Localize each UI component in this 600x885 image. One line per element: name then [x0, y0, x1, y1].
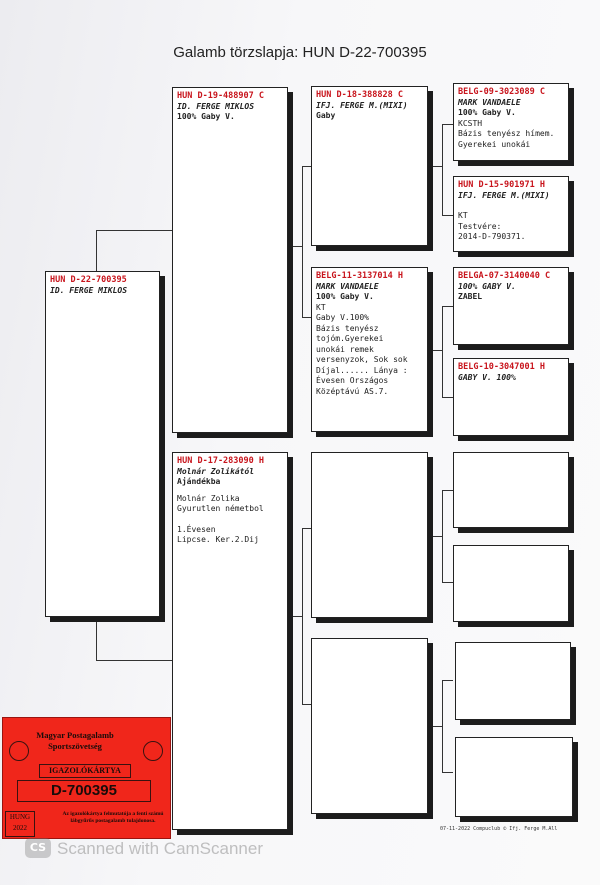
info-line: Gaby [316, 111, 336, 120]
card-note: Az igazolókártya felmutatója a fenti számú lábgyűrűs postagalamb tulajdonosa. [62, 811, 164, 824]
connector-line [288, 246, 302, 247]
connector-line [302, 166, 311, 167]
country-label: HUNG [9, 813, 31, 821]
ring-number: HUN D-19-488907 C [177, 91, 264, 101]
card-year [5, 811, 35, 837]
sire-dam-sire-box[interactable] [453, 267, 569, 345]
owner-name: 100% GABY V. [458, 281, 516, 291]
card-label: IGAZOLÓKÁRTYA [39, 764, 131, 778]
dam-dam-sire-box[interactable] [455, 642, 571, 720]
connector-line [302, 166, 303, 317]
ring-number: HUN D-17-283090 H [177, 456, 264, 466]
connector-line [96, 230, 173, 231]
info-line: ZABEL [458, 292, 483, 301]
owner-name: Molnár Zolikától [177, 466, 255, 476]
connector-line [442, 490, 453, 491]
info-line: Molnár Zolika [177, 493, 240, 503]
card-number: D-700395 [17, 780, 151, 802]
connector-line [442, 582, 453, 583]
connector-line [302, 317, 311, 318]
dam-dam-dam-box[interactable] [455, 737, 573, 817]
owner-name: ID. FERGE MIKLOS [177, 101, 255, 111]
connector-line [442, 772, 453, 773]
connector-line [96, 660, 173, 661]
info-line: Évesen Országos [316, 376, 389, 385]
owner-name: MARK VANDAELE [458, 97, 521, 107]
connector-line [96, 617, 97, 661]
connector-line [442, 124, 453, 125]
org-name: Magyar Postagalamb Sportszövetség [36, 730, 114, 751]
dam-box[interactable] [172, 452, 288, 830]
info-line [177, 515, 283, 525]
dam-dam-box[interactable] [311, 638, 428, 814]
dam-sire-box[interactable] [311, 452, 428, 618]
info-line: KT [458, 211, 468, 220]
ring-number: HUN D-18-388828 C [316, 90, 403, 100]
connector-line [302, 528, 303, 704]
connector-line [442, 680, 453, 681]
identification-card [2, 717, 171, 839]
info-line: 1.Évesen [177, 524, 216, 534]
subject-pigeon-box[interactable] [45, 271, 160, 617]
info-line: 100% Gaby V. [177, 112, 235, 121]
info-line: Testvére: [458, 221, 502, 231]
connector-line [442, 306, 453, 307]
info-line: Gyurutlen németbol [177, 504, 264, 513]
ring-number: HUN D-15-901971 H [458, 180, 545, 190]
sire-sire-box[interactable] [311, 86, 428, 246]
info-line: Gyerekei unokái [458, 139, 531, 149]
info-line [458, 201, 564, 211]
owner-name: MARK VANDAELE [316, 281, 379, 291]
connector-line [302, 528, 311, 529]
owner-name: IFJ. FERGE M.(MIXI) [316, 100, 408, 110]
info-line: KCSTH [458, 118, 483, 128]
connector-line [442, 215, 453, 216]
info-line: tojóm.Gyerekei [316, 334, 384, 343]
sire-dam-dam-box[interactable] [453, 358, 569, 436]
connector-line [442, 397, 453, 398]
connector-line [442, 680, 443, 772]
sire-sire-dam-box[interactable] [453, 176, 569, 252]
info-line: versenyzok, Sok sok [316, 355, 408, 364]
sire-sire-sire-box[interactable] [453, 83, 569, 161]
connector-line [442, 490, 443, 582]
connector-line [428, 166, 442, 167]
watermark [0, 836, 600, 866]
connector-line [96, 230, 97, 271]
owner-note: Ajándékba [177, 477, 221, 486]
emblem-icon [143, 741, 163, 761]
year-value: 2022 [13, 824, 27, 832]
ring-number: HUN D-22-700395 [50, 275, 127, 285]
info-line: KT [316, 302, 326, 312]
ring-number: BELG-11-3137014 H [316, 271, 403, 281]
connector-line [442, 306, 443, 397]
owner-name: IFJ. FERGE M.(MIXI) [458, 190, 550, 200]
info-line: 100% Gaby V. [316, 292, 374, 301]
owner-name: ID. FERGE MIKLOS [50, 285, 128, 295]
dam-sire-dam-box[interactable] [453, 545, 569, 622]
info-line: Gaby V.100% [316, 313, 369, 322]
connector-line [288, 616, 302, 617]
info-line: Bázis tenyész [316, 323, 379, 333]
info-line: 2014-D-790371. [458, 232, 526, 241]
info-line: Bázis tenyész hímem. [458, 129, 555, 138]
footer-text: 07-11-2022 Compuclub © Ifj. Ferge M.All [440, 826, 558, 832]
info-line: Lipcse. Ker.2.Dij [177, 535, 259, 544]
info-line: Díjal...... Lánya : [316, 365, 408, 375]
connector-line [302, 704, 311, 705]
owner-name: GABY V. 100% [458, 372, 516, 382]
connector-line [442, 124, 443, 215]
ring-number: BELGA-07-3140040 C [458, 271, 551, 281]
sire-dam-box[interactable] [311, 267, 428, 432]
sire-box[interactable] [172, 87, 288, 433]
connector-line [428, 350, 442, 351]
connector-line [428, 536, 442, 537]
info-line: 100% Gaby V. [458, 108, 516, 117]
camscanner-logo-icon: CS [25, 838, 51, 858]
ring-number: BELG-10-3047001 H [458, 362, 545, 372]
connector-line [428, 726, 442, 727]
dam-sire-sire-box[interactable] [453, 452, 569, 528]
info-line: Középtávú AS.7. [316, 386, 389, 396]
ring-number: BELG-09-3023089 C [458, 87, 545, 97]
watermark-text: Scanned with CamScanner [57, 839, 264, 858]
info-line: unokái remek [316, 344, 374, 354]
page-title: Galamb törzslapja: HUN D-22-700395 [173, 44, 427, 61]
